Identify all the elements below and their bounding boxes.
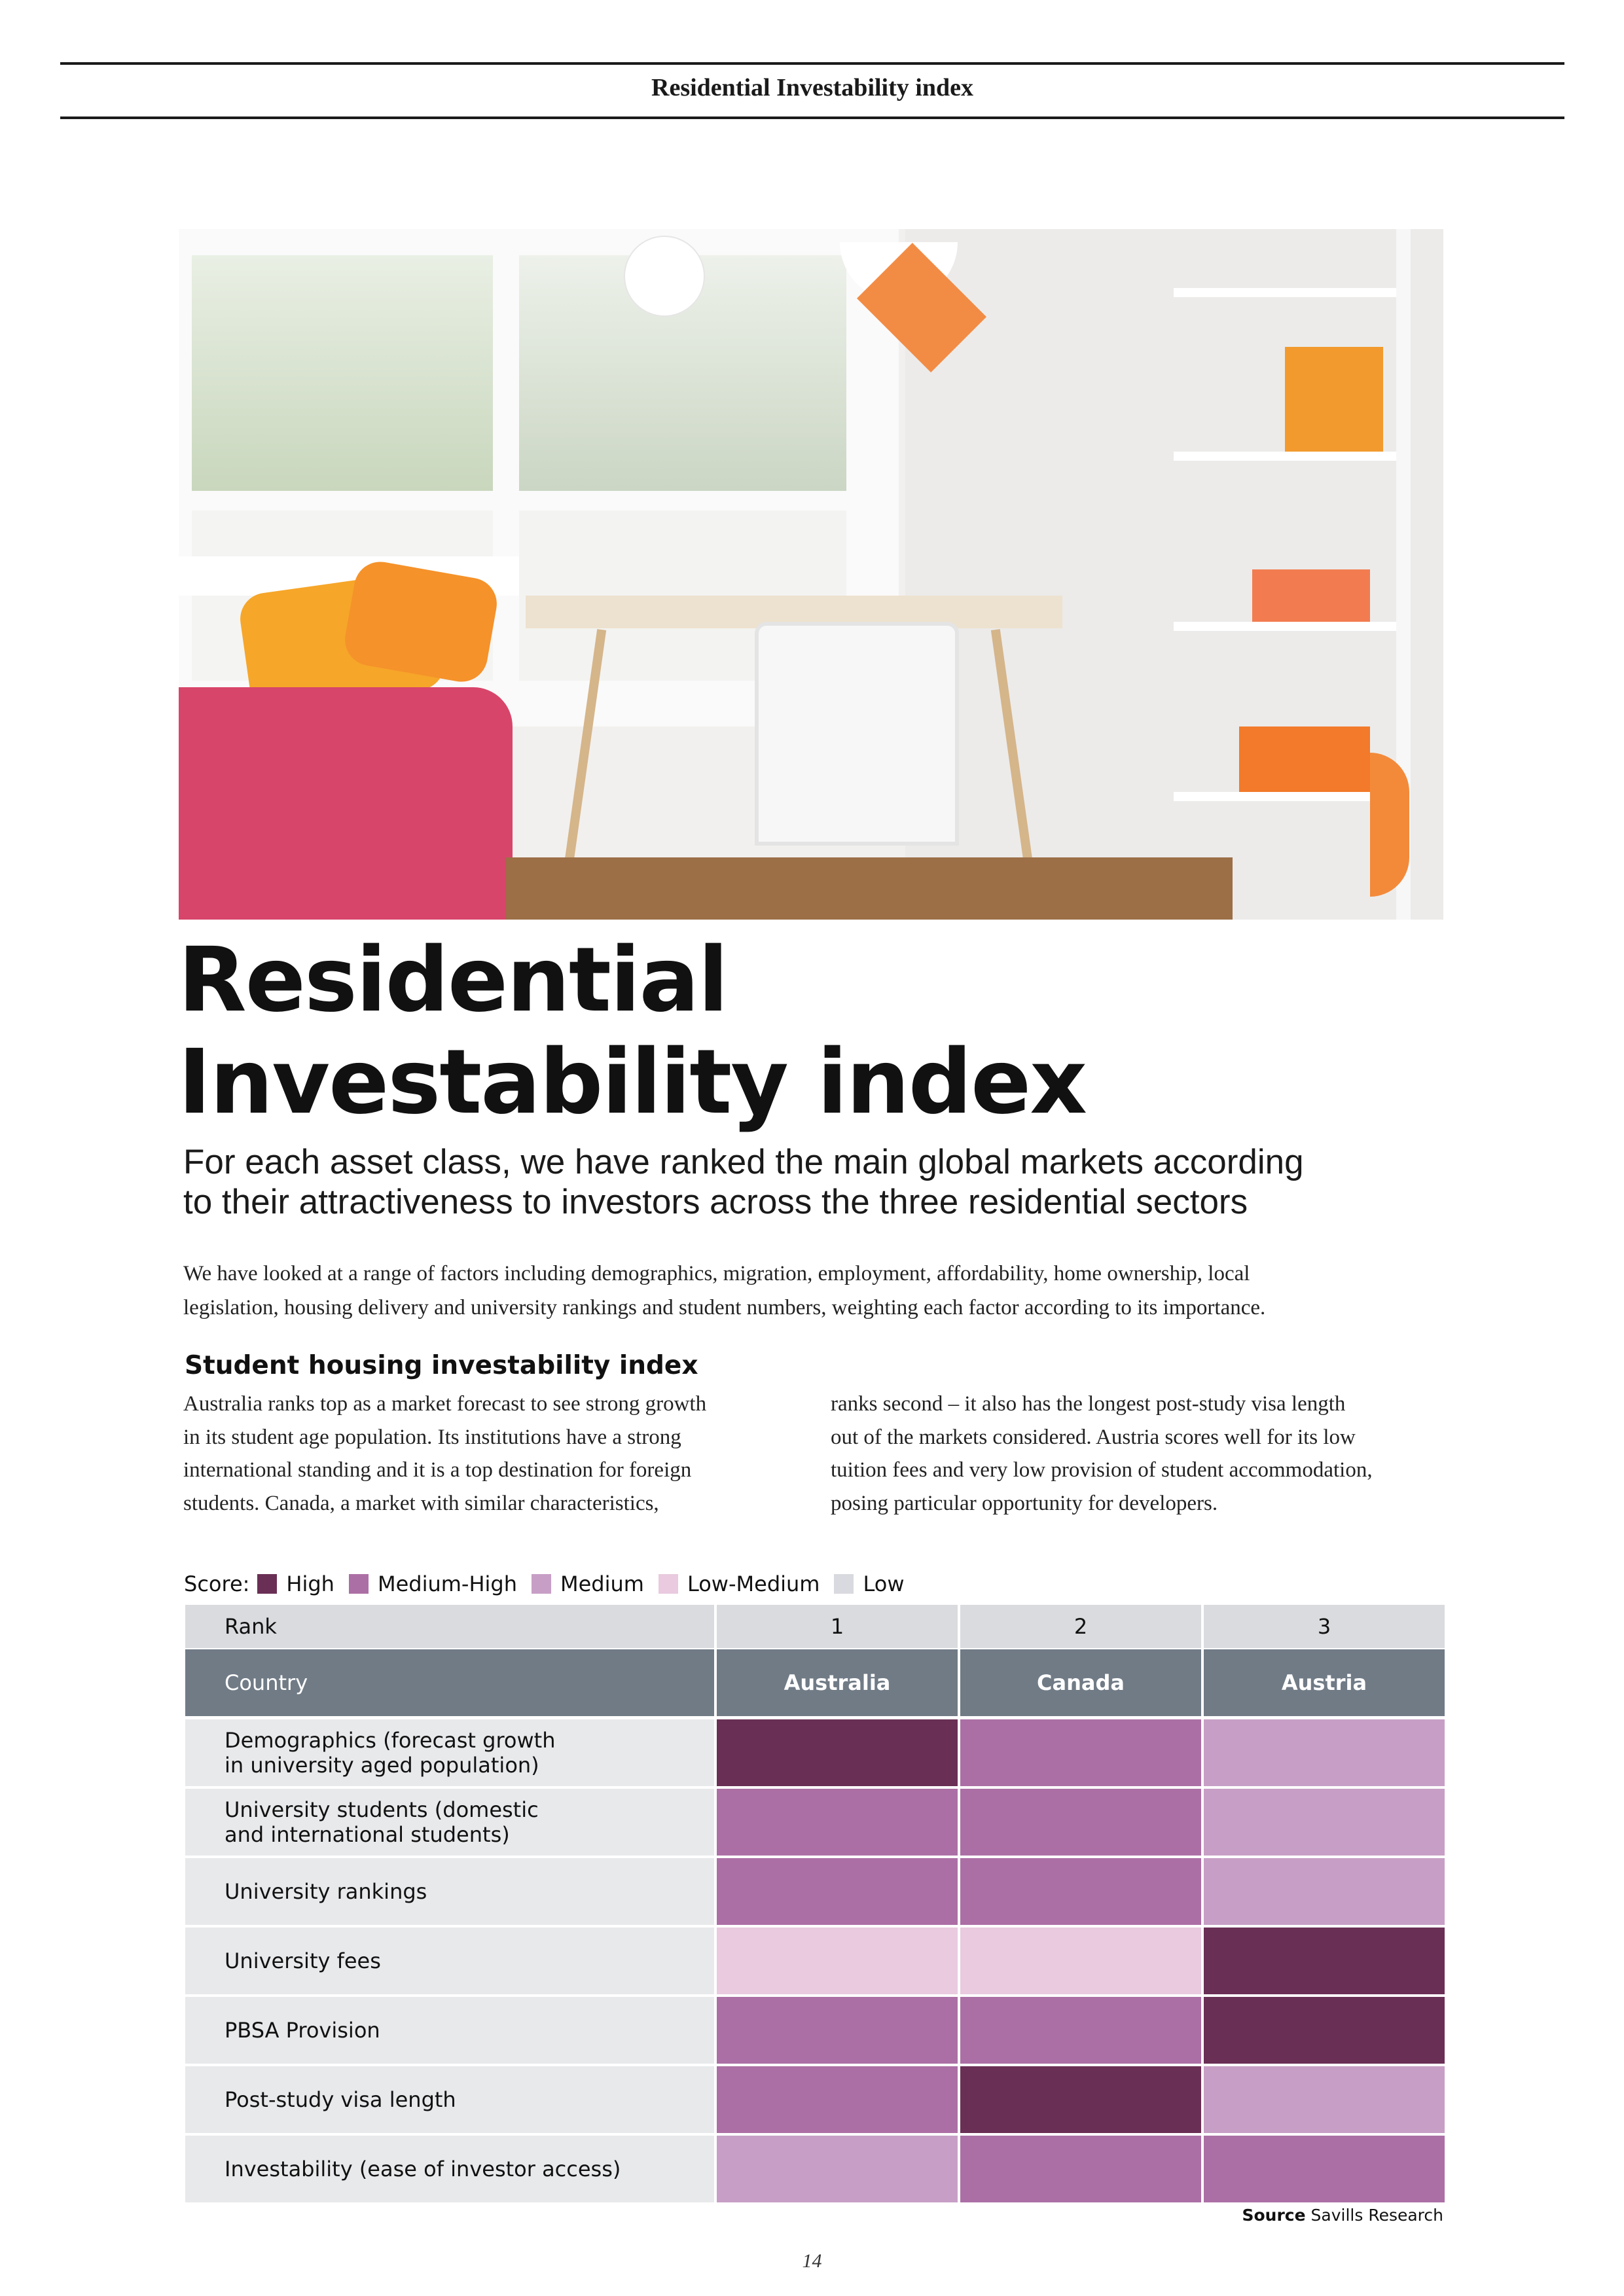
score-cell-high <box>1204 1997 1445 2064</box>
intro-line-2: legislation, housing delivery and university rankings and student numbers, weighting each factor according to its importance. <box>183 1296 1266 1319</box>
legend-label-medium: Medium <box>560 1571 644 1596</box>
row-label <box>185 1719 714 1786</box>
section-heading: Student housing investability index <box>185 1351 698 1380</box>
score-cell-medium <box>1204 2066 1445 2133</box>
score-cell-medium <box>1204 1789 1445 1856</box>
running-header-title: Residential Investability index <box>651 74 973 101</box>
legend-item-high <box>257 1571 334 1596</box>
score-cell-medium <box>1204 1719 1445 1786</box>
row-label <box>185 1858 714 1925</box>
header-rule-top <box>60 62 1564 65</box>
hero-photo <box>179 229 1443 920</box>
score-cell-medium-high <box>960 1997 1201 2064</box>
page-number: 14 <box>802 2250 822 2272</box>
country-australia: Australia <box>717 1649 958 1716</box>
score-cell-low-medium <box>960 1928 1201 1994</box>
row-label <box>185 1928 714 1994</box>
source-note <box>1242 2206 1443 2225</box>
legend-label-low-medium: Low-Medium <box>687 1571 820 1596</box>
legend-swatch-medium <box>532 1574 551 1594</box>
page-title-line-1: Residential <box>178 929 727 1032</box>
legend-label-low: Low <box>863 1571 905 1596</box>
score-cell-medium-high <box>960 2136 1201 2202</box>
score-cell-high <box>717 1719 958 1786</box>
score-cell-medium-high <box>717 1997 958 2064</box>
body-right-line: out of the markets considered. Austria scores well for its low <box>831 1425 1356 1449</box>
score-cell-medium <box>1204 1858 1445 1925</box>
score-cell-medium-high <box>1204 2136 1445 2202</box>
legend-swatch-low <box>834 1574 854 1594</box>
score-cell-medium-high <box>960 1719 1201 1786</box>
page-title-line-2: Investability index <box>178 1031 1087 1134</box>
row-label <box>185 2136 714 2202</box>
legend-score-label: Score: <box>184 1571 250 1596</box>
country-label: Country <box>185 1649 714 1716</box>
legend-item-medium-high <box>349 1571 517 1596</box>
row-label-line: University students (domestic <box>225 1797 539 1822</box>
legend-swatch-low-medium <box>659 1574 678 1594</box>
body-right-line: ranks second – it also has the longest post-study visa length <box>831 1392 1346 1416</box>
row-label-line: Investability (ease of investor access) <box>225 2157 621 2181</box>
score-cell-medium-high <box>717 1789 958 1856</box>
header-rule-bottom <box>60 117 1564 119</box>
rank-cell: 2 <box>960 1605 1201 1648</box>
legend-label-high: High <box>286 1571 334 1596</box>
intro-paragraph <box>183 1257 1466 1325</box>
source-text: Savills Research <box>1310 2206 1443 2225</box>
legend-swatch-medium-high <box>349 1574 369 1594</box>
page-subtitle <box>183 1142 1427 1222</box>
page-subtitle-line-2: to their attractiveness to investors across the three residential sectors <box>183 1183 1248 1221</box>
body-column-left <box>183 1388 799 1520</box>
legend-label-medium-high: Medium-High <box>377 1571 517 1596</box>
row-label-line: in university aged population) <box>225 1753 539 1778</box>
score-cell-low-medium <box>717 1928 958 1994</box>
score-cell-medium-high <box>960 1789 1201 1856</box>
row-label <box>185 1997 714 2064</box>
legend-swatch-high <box>257 1574 277 1594</box>
score-cell-medium-high <box>717 2066 958 2133</box>
score-cell-medium-high <box>717 1858 958 1925</box>
body-left-line: Australia ranks top as a market forecast to see strong growth <box>183 1392 707 1416</box>
row-label-line: Post-study visa length <box>225 2087 456 2112</box>
intro-line-1: We have looked at a range of factors including demographics, migration, employment, affordability, home ownership, local <box>183 1262 1250 1285</box>
row-label <box>185 1789 714 1856</box>
score-cell-medium <box>717 2136 958 2202</box>
source-label: Source <box>1242 2206 1306 2225</box>
page-title <box>178 929 1422 1134</box>
legend-item-low-medium <box>659 1571 820 1596</box>
body-left-line: international standing and it is a top destination for foreign <box>183 1458 692 1482</box>
score-cell-high <box>960 2066 1201 2133</box>
country-canada: Canada <box>960 1649 1201 1716</box>
page-subtitle-line-1: For each asset class, we have ranked the main global markets according <box>183 1143 1304 1181</box>
country-austria: Austria <box>1204 1649 1445 1716</box>
score-cell-medium-high <box>960 1858 1201 1925</box>
row-label-line: Demographics (forecast growth <box>225 1728 556 1753</box>
row-label <box>185 2066 714 2133</box>
row-label-line: and international students) <box>225 1822 510 1847</box>
legend-item-medium <box>532 1571 644 1596</box>
score-legend <box>184 1571 918 1597</box>
body-right-line: posing particular opportunity for developers. <box>831 1491 1218 1515</box>
row-label-line: PBSA Provision <box>225 2018 380 2043</box>
body-left-line: students. Canada, a market with similar characteristics, <box>183 1491 659 1515</box>
row-label-line: University fees <box>225 1948 381 1973</box>
legend-item-low <box>834 1571 904 1596</box>
row-label-line: University rankings <box>225 1879 427 1904</box>
body-left-line: in its student age population. Its institutions have a strong <box>183 1425 681 1449</box>
rank-label: Rank <box>185 1605 714 1648</box>
body-right-line: tuition fees and very low provision of student accommodation, <box>831 1458 1373 1482</box>
rank-cell: 3 <box>1204 1605 1445 1648</box>
score-cell-high <box>1204 1928 1445 1994</box>
rank-cell: 1 <box>717 1605 958 1648</box>
body-column-right <box>831 1388 1446 1520</box>
